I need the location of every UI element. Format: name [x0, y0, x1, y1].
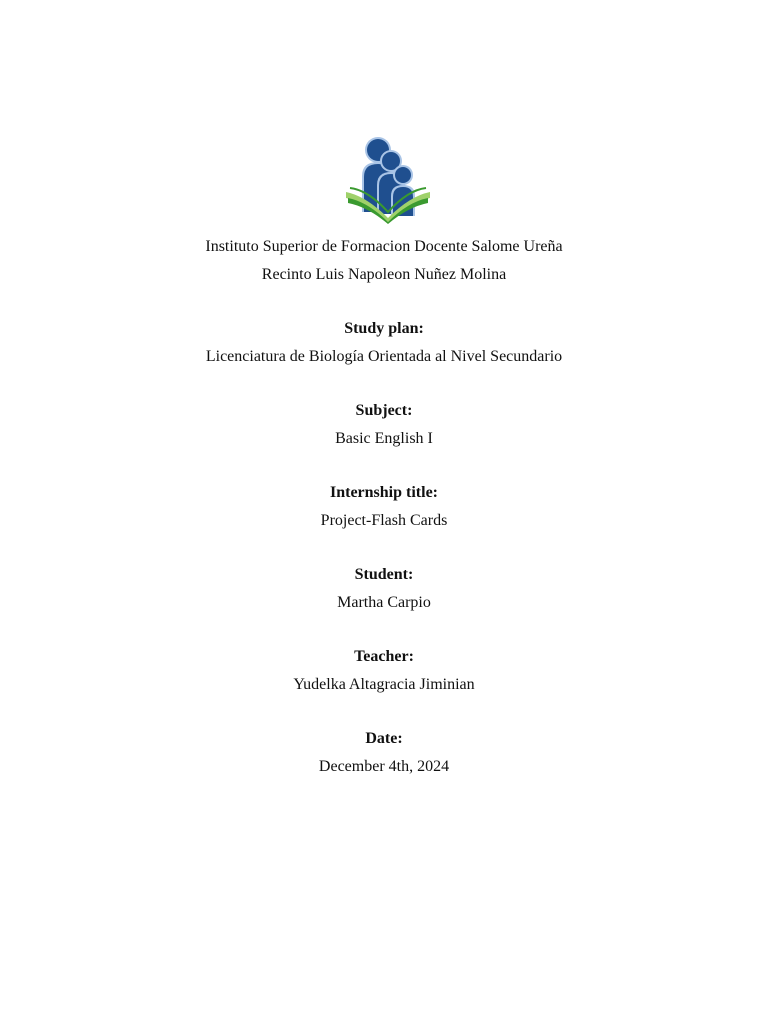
study-plan-value: Licenciatura de Biología Orientada al Nivel Secundario [205, 348, 563, 365]
subject-value: Basic English I [335, 430, 433, 447]
date-label: Date: [365, 730, 403, 747]
internship-title-label: Internship title: [330, 484, 438, 501]
campus-name: Recinto Luis Napoleon Nuñez Molina [261, 266, 507, 283]
date-value: December 4th, 2024 [318, 758, 450, 775]
internship-title-value: Project-Flash Cards [320, 512, 448, 529]
student-label: Student: [354, 566, 414, 583]
teacher-value: Yudelka Altagracia Jiminian [293, 676, 475, 693]
subject-label: Subject: [355, 402, 413, 419]
teacher-label: Teacher: [354, 648, 414, 665]
study-plan-label: Study plan: [344, 320, 424, 337]
institution-logo-icon [344, 130, 432, 224]
student-value: Martha Carpio [337, 594, 431, 611]
institution-name: Instituto Superior de Formacion Docente Salome Ureña [205, 238, 563, 255]
